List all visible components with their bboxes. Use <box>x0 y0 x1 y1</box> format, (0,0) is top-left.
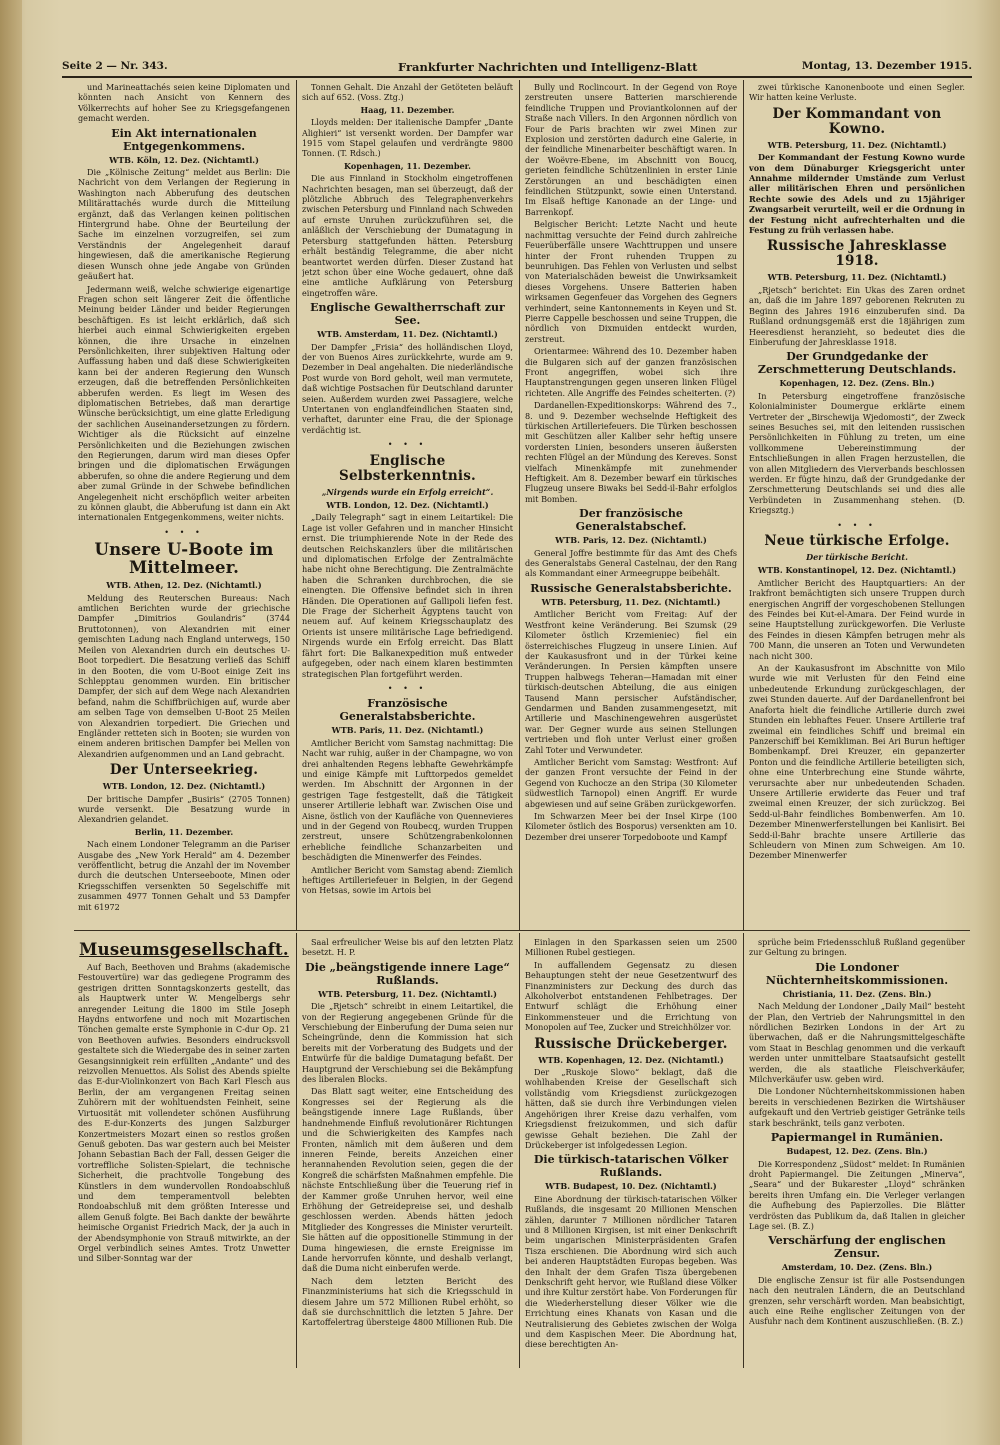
article-text: Auf Bach, Beethoven und Brahms (akademische Festouvertüre) war das gediegene Programm des gestrigen dritten Sonntagskonzerts gestellt, das als Hauptwerk unter W. Mengelbergs sehr anregender Leitung die 1800 im Stile Joseph Haydns entworfene und noch mit Mozartischen Tönchen gemalte erste Symphonie in C-dur Op. 21 von Beethoven aufwies. Besonders eindrucksvoll gestaltete sich die Wiedergabe des in seiner zarten Gesangsinnigkeit rein erfüllten „Andante“ und des reizvollen Menuettos. Als Solist des Abends spielte das E-dur-Violinkonzert von Bach Karl Flesch aus Berlin, der am vergangenen Freitag seinen Zuhörern mit der wohltuendsten Feinheit, seine Virtuosität mit vollendeter schönen Ausführung des E-dur-Konzerts des jungen Salzburger Konzertmeisters Mozart einen so restlos großen Genuß geboten. Das war gestern auch bei Meister Johann Sebastian Bach der Fall, dessen Geiger die vortreffliche Solisten-Spielart, die technische Sicherheit, die prachtvolle Tongebung des Künstlers in dem wundervollen Rondoabschluß und dem temperamentvoll belebten Rondoabschluß mit dem größten Interesse und allem Genuß folgte. Bei Bach dankte der bewährte heimische Organist Friedrich Mack, der ja auch in der Abendsymphonie von Strauß mitwirkte, an der Orgel verbindlich seines Amtes. Trotz Unwetter und Silber-Sonntag war der <box>78 962 290 1264</box>
headline: Russische Jahresklasse 1918. <box>767 238 947 270</box>
column-rule <box>743 80 744 930</box>
headline: Der Kommandant von Kowno. <box>772 105 942 137</box>
article-text: Der britische Dampfer „Busiris“ (2705 Tonnen) wurde versenkt. Die Besatzung wurde in Alexandrien gelandet. <box>78 793 290 825</box>
article-text: zwei türkische Kanonenboote und einen Segler. Wir hatten keine Verluste. <box>749 82 965 103</box>
headline: Russische Generalstabsberichte. <box>530 581 732 595</box>
separator-dots: • • • <box>387 439 428 450</box>
dateline: WTB. London, 12. Dez. (Nichtamtl.) <box>326 500 489 510</box>
article-text: Orientarmee: Während des 10. Dezember haben die Bulgaren sich auf der ganzen französischen Front angegriffen, wobei sich ihre Hauptanstrengungen gegen unseren linken Flügel richteten. Alle Angriffe des Feindes scheiterten. (?) <box>525 346 737 398</box>
separator-dots: • • • <box>387 682 428 693</box>
page-number: Seite 2 — Nr. 343. <box>62 60 168 72</box>
dateline: Christiania, 11. Dez. (Zens. Bln.) <box>782 988 932 999</box>
headline: Russische Drückeberger. <box>534 1035 728 1052</box>
article-text: Die Korrespondenz „Südost“ meldet: In Rumänien droht Papiermangel. Die Zeitungen „Minerva“, „Seara“ und der Bukarester „Lloyd“ schränken bereits ihren Umfang ein. Die Verleger verlangen die Aufhebung des Papierzolles. Die Blätter verdrösten das Publikum da, daß Italien in gleicher Lage sei. (B. Z.) <box>749 1158 965 1231</box>
section-rule <box>74 930 970 931</box>
headline: Französische Generalstabsberichte. <box>339 697 476 724</box>
column-rule <box>743 933 744 1368</box>
dateline: WTB. Amsterdam, 11. Dez. (Nichtamtl.) <box>317 329 498 340</box>
article-text: Belgischer Bericht: Letzte Nacht und heute nachmittag versuchte der Feind durch zahlreiche Feuerüberfälle unsere Wachttruppen und unsere hinter der Front ruhenden Truppen zu beunruhigen. Das Fehlen von Verlusten und selbst von Materialschäden beweist die Unwirksamkeit dieses Vorgehens. Unsere Batterien haben wirksamen Gegenfeuer das Vorgehen des Gegners verhindert, seine Kantonnements in Keyen und St. Pierre Cappelle beschossen und seine Truppen, die nördlich von Dixmuiden entdeckt wurden, zerstreut. <box>525 219 737 344</box>
column-rule <box>296 933 297 1368</box>
article-text: Die „Kölnische Zeitung“ meldet aus Berlin: Die Nachricht von dem Verlangen der Regierung in Washington nach Abberufung des deutschen Militärattachés wurde durch die Mitteilung ergänzt, daß das Verlangen keinen politischen Hintergrund habe. Ohne der Beurteilung der Sache im einzelnen vorzugreifen, sei zum Verständnis der Angelegenheit darauf hingewiesen, daß die amerikanische Regierung diesen Wunsch ohne jede Angabe von Gründen geäußert hat. <box>78 167 290 282</box>
dateline: WTB. Budapest, 10. Dez. (Nichtamtl.) <box>545 1181 717 1192</box>
article-text: Die „Rjetsch“ schreibt in einem Leitartikel, die von der Regierung angegebenen Gründe für die Verschiebung der Einberufung der Duma seien nur Scheingründe, denn die Kommission hat sich bereits mit der Vorberatung des Budgets und der Entwürfe für die baldige Dumatagung befaßt. Der Hauptgrund der Verschiebung sei die Bekämpfung des liberalen Blocks. <box>302 1001 513 1085</box>
article-text: Lloyds melden: Der italienische Dampfer „Dante Alighieri“ ist versenkt worden. Der Dampfer war 1915 vom Stapel gelaufen und verdrängte 9800 Tonnen. (T. Rdsch.) <box>302 117 513 159</box>
dateline: WTB. Athen, 12. Dez. (Nichtamtl.) <box>106 580 262 591</box>
article-text: Nach dem letzten Bericht des Finanzministeriums hat sich die Kriegsschuld in diesem Jahre um 572 Millionen Rubel erhöht, so daß sie durchschnittlich die letzten 5 Jahre. Der Kartoffelertrag übersteige 4800 Millionen Rub. Die <box>302 1275 513 1328</box>
separator-dots: • • • <box>164 526 204 537</box>
dateline: WTB. Petersburg, 11. Dez. (Nichtamtl.) <box>541 596 721 607</box>
article-text: Saal erfreulicher Weise bis auf den letzten Platz besetzt. H. P. <box>302 937 513 958</box>
article-text: sprüche beim Friedensschluß Rußland gegenüber zur Geltung zu bringen. <box>749 937 965 958</box>
headline: Der Unterseekrieg. <box>109 762 259 779</box>
article-text: „Rjetsch“ berichtet: Ein Ukas des Zaren ordnet an, daß die im Jahre 1897 geborenen Rekruten zu Beginn des Jahres 1916 einzuberufen sind. Da Rußland ordnungsgemäß erst die 18jährigen zum Heeresdienst heranzieht, so bedeutet dies die Einberufung der Jahresklasse 1918. <box>749 284 965 347</box>
issue-date: Montag, 13. Dezember 1915. <box>801 60 972 72</box>
page-binding-edge <box>0 0 22 1445</box>
dateline: WTB. Paris, 12. Dez. (Nichtamtl.) <box>555 535 707 546</box>
headline: Unsere U-Boote im Mittelmeer. <box>94 540 274 578</box>
separator-dots: • • • <box>837 519 877 530</box>
article-text: An der Kaukasusfront im Abschnitte von Milo wurde wie mit Verlusten für den Feind eine unbedeutende Erkundung zurückgeschlagen, der zwei Stunden dauerte. Auf der Dardanellenfront bei Anaforta hielt die feindliche Artillerie durch zwei Stunden ein lebhaftes Feuer. Unsere Artillerie traf zweimal ein feindliches Schiff und breimal ein Panzerschiff bei Kemikliman. Bei Ari Burun heftiger Bombenkampf. Drei Kreuzer, ein gepanzerter Ponton und die feindliche Artillerie beteiligten sich, ohne eine Unterbrechung eine Stunde währte, verursachte aber nur unbedeutenden Schaden. Unsere Artillerie erwiderte das Feuer und traf zweimal einen Kreuzer, der sich zurückzog. Bei Sedd-ul-Bahr feindliches Bombenwerfen. Am 10. Dezember Minenwerferstellungen bei Kanlisirt. Bei Sedd-il-Bahr brachte unsere Artillerie das Schleudern von Minen zum Schweigen. Am 10. Dezember Minenwerfer <box>749 663 965 861</box>
dateline: WTB. Petersburg, 11. Dez. (Nichtamtl.) <box>767 139 947 150</box>
lower-column-1 <box>78 937 290 1365</box>
article-text: Die aus Finnland in Stockholm eingetroffenen Nachrichten besagen, man sei überzeugt, daß der plötzliche Abbruch des Telegraphenverkehrs zwischen Petersburg und Finnland nach Schweden auf ernste Unruhen zurückzuführen sei, die anläßlich der Verschiebung der Dumatagung in Petersburg stattgefunden hätten. Petersburg erhält beständig Telegramme, die aber nicht beantwortet werden dürfen. Dieser Zustand hat jetzt schon über eine Woche gedauert, ohne daß eine amtliche Aufklärung von Petersburg eingetroffen wäre. <box>302 173 513 298</box>
article-text: Amtlicher Bericht vom Samstag: Westfront: Auf der ganzen Front versuchte der Feind in der Gegend von Kuchocze an den Stripa (30 Kilometer südwestlich Tarnopol) einen Angriff. Er wurde abgewiesen und auf seine Gräben zurückgeworfen. <box>525 756 737 809</box>
article-text: und Marineattachés seien keine Diplomaten und könnten nach Ansicht von Kennern des Völkerrechts auf hoher See zu Kriegsgefangenen gemacht werden. <box>78 82 290 124</box>
article-text: Jedermann weiß, welche schwierige eigenartige Fragen schon seit längerer Zeit die öffentliche Meinung beider Länder und beider Regierungen beschäftigen. Es ist leicht erklärlich, daß sich hierbei auch einmal Schwierigkeiten ergeben können, die ihre Ursache in einzelnen Persönlichkeiten, ihrer subjektiven Haltung oder Auffassung haben und daß diese Schwierigkeiten kann bei der anderen Regierung den Wunsch erzeugen, daß die betreffenden Persönlichkeiten abberufen werden. Es liegt im Wesen des diplomatischen Betriebes, daß man derartige Wünsche berücksichtigt, um eine glatte Erledigung der sachlichen Auseinandersetzungen zu fördern. Wichtiger als die Rücksicht auf einzelne Persönlichkeiten und die Beziehungen zwischen den Regierungen, darum wird man dieses Opfer bringen und die diplomatischen Erwägungen abberufen, so ohne die andere Regierung und dem aber zumal Gründe in der Schwebe befindlichen Angelegenheit nicht erschöpflich weiter arbeiten zu können glaubt, die Abberufung ist dann ein Akt internationalen Entgegenkommens, weiter nichts. <box>78 283 290 523</box>
headline: Die türkisch-tatarischen Völker Rußlands. <box>533 1153 729 1180</box>
dateline: WTB. Köln, 12. Dez. (Nichtamtl.) <box>109 154 259 165</box>
article-text: Das Blatt sagt weiter, eine Entscheidung des Kongresses sei der Regierung als die beängstigende innere Lage Rußlands, über handnehmende Einfluß revolutionärer Richtungen und die Schwierigkeiten des Kampfes nach Fronten, nämlich mit dem äußeren und dem inneren Feinde, bereits Anzeichen einer herannahenden Revolution seien, gegen die der Kongreß die schärfsten Maßnahmen empfehle. Die nächste Entschließung über die Teuerung rief in der Kammer große Unruhen hervor, weil eine Erhöhung der Getreidepreise sei, und deshalb geschlossen werden. Abends hätten jedoch Mitglieder des Kongresses die Minister verurteilt. Sie hätten auf die oppositionelle Stimmung in der Duma hingewiesen, die ernste Ereignisse im Lande hervorrufen könnte, und deshalb verlangt, daß die Duma nicht einberufen werde. <box>302 1086 513 1274</box>
headline: Verschärfung der englischen Zensur. <box>768 1234 946 1261</box>
dateline: WTB. Petersburg, 11. Dez. (Nichtamtl.) <box>767 272 947 283</box>
article-text: Tonnen Gehalt. Die Anzahl der Getöteten beläuft sich auf 652. (Voss. Ztg.) <box>302 82 513 103</box>
headline: Der Grundgedanke der Zerschmetterung Deutschlands. <box>757 350 957 377</box>
dateline: Berlin, 11. Dezember. <box>134 826 234 837</box>
article-text: In auffallendem Gegensatz zu diesen Behauptungen steht der neue Gesetzentwurf des Finanzministers zur Deckung des durch das Alkoholverbot entstandenen Fehlbetrages. Der Entwurf schlägt die Erhöhung einer Einkommensteuer und die Errichtung von Monopolen auf Tee, Zucker und Streichhölzer vor. <box>525 959 737 1033</box>
article-text: In Petersburg eingetroffene französische Kolonialminister Doumergue erklärte einem Vertreter der „Birschewija Wjedomosti“, der Zweck seines Besuches sei, mit den leitenden russischen Persönlichkeiten in Fühlung zu treten, um eine vollkommene Uebereinstimmung der Entschließungen in allen Fragen herzustellen, die von allen Mitgliedern des Vierverbands beschlossen werden. Er fügte hinzu, daß der Grundgedanke der Zerschmetterung Deutschlands sei und dies alle Verbündeten in Zusammenhang stehen. (D. Kriegsztg.) <box>749 390 965 516</box>
article-text: Amtlicher Bericht vom Freitag: Auf der Westfront keine Veränderung. Bei Szumsk (29 Kilometer östlich Krzemieniec) fiel ein österreichisches Flugzeug in unsere Linien. Auf der Kaukasusfront und in der Türkei keine Veränderungen. In Persien kämpften unsere Truppen halbwegs Teheran—Hamadan mit einer türkisch-deutschen Abteilung, die aus einigen Tausend Mann persischer Aufständischer, Gendarmen und Banden zusammengesetzt, mit Artillerie und Maschinengewehren ausgerüstet war. Der Gegner wurde aus seinen Stellungen vertrieben und floh unter Verlust einer großen Zahl Toter und Verwundeter. <box>525 609 737 755</box>
column-4 <box>749 82 965 927</box>
article-text: Der Kommandant der Festung Kowno wurde von dem Dünaburger Kriegsgericht unter Annahme mildernder Umstände zum Verlust aller militärischen Ehren und persönlichen Rechte sowie des Adels und zu 15jähriger Zwangsarbeit verurteilt, weil er die Ordnung in der Festung nicht aufrechterhalten und die Festung zu früh verlassen habe. <box>749 152 965 236</box>
headline: Englische Selbsterkenntnis. <box>339 452 476 484</box>
article-text: Amtlicher Bericht vom Samstag abend: Ziemlich heftiges Artilleriefeuer in Belgien, in der Gegend von Hetsas, sowie im Artois bei <box>302 864 513 896</box>
dateline: Amsterdam, 10. Dez. (Zens. Bln.) <box>781 1262 933 1273</box>
column-3 <box>525 82 737 927</box>
article-text: Nach Meldung der Londoner „Daily Mail“ besteht der Plan, den Vertrieb der Nahrungsmittel in den nördlichen Bezirken Londons in der Art zu überwachen, daß er die Nahrungsmittelgeschäfte vom Staat in Beschlag genommen und die verkauft werden unter unmittelbare Staatsaufsicht gestellt werden, die als staatliche Fleischverkäufer, Milchverkäufer usw. geben wird. <box>749 1001 965 1085</box>
headline: Museumsgesellschaft. <box>79 940 289 959</box>
article-text: Die englische Zensur ist für alle Postsendungen nach den neutralen Ländern, die an Deutschland grenzen, sehr verschärft worden. Man beabsichtigt, auch eine Reihe englischer Zeitungen von der Ausfuhr nach dem Kontinent auszuschließen. (B. Z.) <box>749 1274 965 1327</box>
article-text: Eine Abordnung der türkisch-tatarischen Völker Rußlands, die insgesamt 20 Millionen Menschen zählen, darunter 7 Millionen nördlicher Tataren und 8 Millionen Kirgisen, ist mit einer Denkschrift beim ungarischen Ministerpräsidenten Grafen Tisza erschienen. Die Abordnung wird sich auch bei anderen Hauptstädten Europas begeben. Was den Inhalt der dem Grafen Tisza übergebenen Denkschrift geht hervor, wie Rußland diese Völker und ihre Kultur zerstört habe. Von Forderungen für die Wiederherstellung dieser Völker wie die Errichtung eines Khanats von Kasan und die Neutralisierung des Gebietes zwischen der Wolga und dem Kaspischen Meer. Die Abordnung hat, diese berechtigten An- <box>525 1193 737 1350</box>
headline: Die „beängstigende innere Lage“ Rußlands. <box>305 960 510 987</box>
lower-column-2 <box>302 937 513 1365</box>
masthead-title: Frankfurter Nachrichten und Intelligenz-Blatt <box>398 60 698 74</box>
article-text: Amtlicher Bericht des Hauptquartiers: An der Irakfront bemächtigten sich unsere Truppen durch energischen Angriff der vorgeschobenen Stellungen des Feindes bei Kut-el-Amara. Der Feind wurde in seine Hauptstellung zurückgeworfen. Die Verluste des Feindes in diesen Kämpfen betrugen mehr als 700 Mann, die unseren an Toten und Verwundeten nach nicht 300. <box>749 577 965 661</box>
dateline: Budapest, 12. Dez. (Zens. Bln.) <box>786 1146 928 1157</box>
article-text: Meldung des Reuterschen Bureaus: Nach amtlichen Berichten wurde der griechische Dampfer „Dimitrios Goulandris“ (3744 Bruttotonnen), von Alexandrien mit einer gemischten Ladung nach England unterwegs, 150 Meilen von Alexandrien durch ein deutsches U-Boot torpediert. Die Besatzung verließ das Schiff in den Booten, die vom U-Boot einige Zeit ins Schlepptau genommen wurden. Ein britischer Dampfer, der sich auf dem Wege nach Alexandrien befand, nahm die Schiffbrüchigen auf, wurde aber am selben Tage von demselben U-Boot 25 Meilen von Alexandrien torpediert. Die Griechen und Engländer retteten sich in Booten; sie wurden von einem anderen britischen Dampfer bei Mellen von Alexandrien aufgenommen und an Land gebracht. <box>78 592 290 759</box>
column-1 <box>78 82 290 927</box>
article-text: Die Londoner Nüchternheitskommissionen haben bereits in verschiedenen Bezirken die Wirtshäuser aufgekauft und den Vertrieb geistiger Getränke teils stark beschränkt, teils ganz verboten. <box>749 1086 965 1128</box>
column-2 <box>302 82 513 927</box>
lower-column-4 <box>749 937 965 1365</box>
column-rule <box>296 80 297 930</box>
dateline: WTB. Kopenhagen, 12. Dez. (Nichtamtl.) <box>538 1054 724 1065</box>
headline: Englische Gewaltherrschaft zur See. <box>310 301 505 328</box>
dateline: WTB. London, 12. Dez. (Nichtamtl.) <box>102 781 266 792</box>
article-text: Dardanellen-Expeditionskorps: Während des 7., 8. und 9. Dezember wechselnde Heftigkeit des türkischen Artilleriefeuers. Die Türken beschossen mit Geschützen aller Kaliber sehr heftig unsere vordersten Linien, besonders unseren äußersten rechten Flügel an der Mündung des Kereves. Sonst vielfach Minenkämpfe mit zunehmender Heftigkeit. Am 8. Dezember bewarf ein türkisches Flugzeug unsere Biwaks bei Sedd-il-Bahr erfolglos mit Bomben. <box>525 400 737 504</box>
headline: Der französische Generalstabschef. <box>575 507 687 534</box>
header-rule <box>62 76 972 78</box>
article-text: General Joffre bestimmte für das Amt des Chefs des Generalstabs General Castelnau, der den Rang als Kommandant einer Armeegruppe beibehält. <box>525 547 737 579</box>
headline: Ein Akt internationalen Entgegenkommens. <box>111 126 257 153</box>
column-rule <box>519 80 520 930</box>
dateline: WTB. Konstantinopel, 12. Dez. (Nichtamtl.) <box>757 565 957 576</box>
dateline: WTB. Petersburg, 11. Dez. (Nichtamtl.) <box>318 988 497 999</box>
article-text: Einlagen in den Sparkassen seien um 2500 Millionen Rubel gestiegen. <box>525 937 737 958</box>
headline: Papiermangel in Rumänien. <box>770 1131 944 1145</box>
dateline: Kopenhagen, 11. Dezember. <box>344 160 471 171</box>
dateline: Haag, 11. Dezember. <box>360 104 455 115</box>
dateline: WTB. Paris, 11. Dez. (Nichtamtl.) <box>331 725 484 736</box>
article-text: Nach einem Londoner Telegramm an die Pariser Ausgabe des „New York Herald“ am 4. Dezember veröffentlicht, betrug die Anzahl der im November durch die deutschen Unterseeboote, Minen oder Kriegsschiffen versenkten 50 Segelschiffe mit zusammen 4977 Tonnen Gehalt und 53 Dampfer mit 61972 <box>78 839 290 912</box>
article-text: Amtlicher Bericht vom Samstag nachmittag: Die Nacht war ruhig, außer in der Champagne, wo von drei anhaltenden Regens lebhafte Gewehrkämpfe und einige Kämpfe mit Lufttorpedos gemeldet werden. Im Abschnitt der Argonnen in der gestrigen Tage festgestellt, daß die Tätigkeit unserer Artillerie lebhaft war. Zwischen Oise und Aisne, östlich von der Kaufläche von Quennevieres und in der Gegend von Roubecq, wurden Truppen zerstreut, unsere Schützengrabenkolonnen erhebliche feindliche Schanzarbeiten und beschädigten die Minenwerfer des Feindes. <box>302 737 513 863</box>
lower-column-3 <box>525 937 737 1365</box>
article-text: Im Schwarzen Meer bei der Insel Kirpe (100 Kilometer östlich des Bosporus) versenkten am 10. Dezember drei unserer Torpedoboote und Kampf <box>525 811 737 842</box>
column-rule <box>519 933 520 1368</box>
article-text: Bully und Roclincourt. In der Gegend von Roye zerstreuten unsere Batterien marschierende feindliche Truppen und Proviantkolonnen auf der Straße nach Villers. In den Argonnen nördlich von Four de Paris brachten wir zwei Minen zur Explosion und zerstörten dadurch eine Galerie, in der feindliche Minenarbeiter beschäftigt waren. In der Woëvre-Ebene, im Abschnitt von Boucq, gerieten feindliche Schützenlinien in erster Linie Zerstörungen an und beschädigten einen feindlichen Stützpunkt, sowie einen Unterstand. Im Elsaß heftige Kanonade an der Linge- und Barrenkopf. <box>525 82 737 217</box>
headline: Neue türkische Erfolge. <box>764 533 950 549</box>
subheadline: Der türkische Bericht. <box>806 552 908 562</box>
article-text: Der Dampfer „Frisia“ des holländischen Lloyd, der von Buenos Aires zurückkehrte, wurde am 9. Dezember in Deal angehalten. Die niederländische Post wurde von Bord geholt, weil man vermutete, daß wichtige Postsachen für Deutschland darunter seien. Außerdem wurden zwei Passagiere, welche Untertanen von englandfeindlichen Staaten sind, verhaftet, darunter eine Frau, die der Spionage verdächtig ist. <box>302 341 513 435</box>
subheadline: „Nirgends wurde ein Erfolg erreicht“. <box>321 486 494 497</box>
dateline: Kopenhagen, 12. Dez. (Zens. Bln.) <box>779 378 935 389</box>
article-text: „Daily Telegraph“ sagt in einem Leitartikel: Die Lage ist voller Gefahren und in mancher Hinsicht ernst. Die triumphierende Note in der Rede des deutschen Reichskanzlers über die militärischen und diplomatischen Erfolge der Zentralmächte habe nicht ohne Berechtigung. Die Zentralmächte haben die Schranken durchbrochen, die sie einengten. Die Offensive befindet sich in ihren Händen. Die Operationen auf Gallipoli liefen fest. Die Frage der Sicherheit Ägyptens taucht von neuem auf. Auf keinem Kriegsschauplatz des Orients ist unsere militärische Lage befriedigend. Nirgends wurde ein Erfolg erreicht. Das Blatt fährt fort: Die Balkanexpedition muß entweder aufgegeben, oder nach einem klaren bestimmten strategischen Plan fortgeführt werden. <box>302 512 513 679</box>
headline: Die Londoner Nüchternheitskommissionen. <box>765 960 949 987</box>
article-text: Der „Ruskoje Slowo“ beklagt, daß die wohlhabenden Kreise der Gesellschaft sich vollständig vom Kriegsdienst zurückgezogen hätten, daß sie durch ihre Verbindungen vielen Angehörigen ihrer Kreise dazu verhalfen, vom Kriegsdienst freizukommen, und sich dafür gewisse Gehalt beziehen. Die Zahl der Drückeberger ist infolgedessen Legion. <box>525 1067 737 1150</box>
